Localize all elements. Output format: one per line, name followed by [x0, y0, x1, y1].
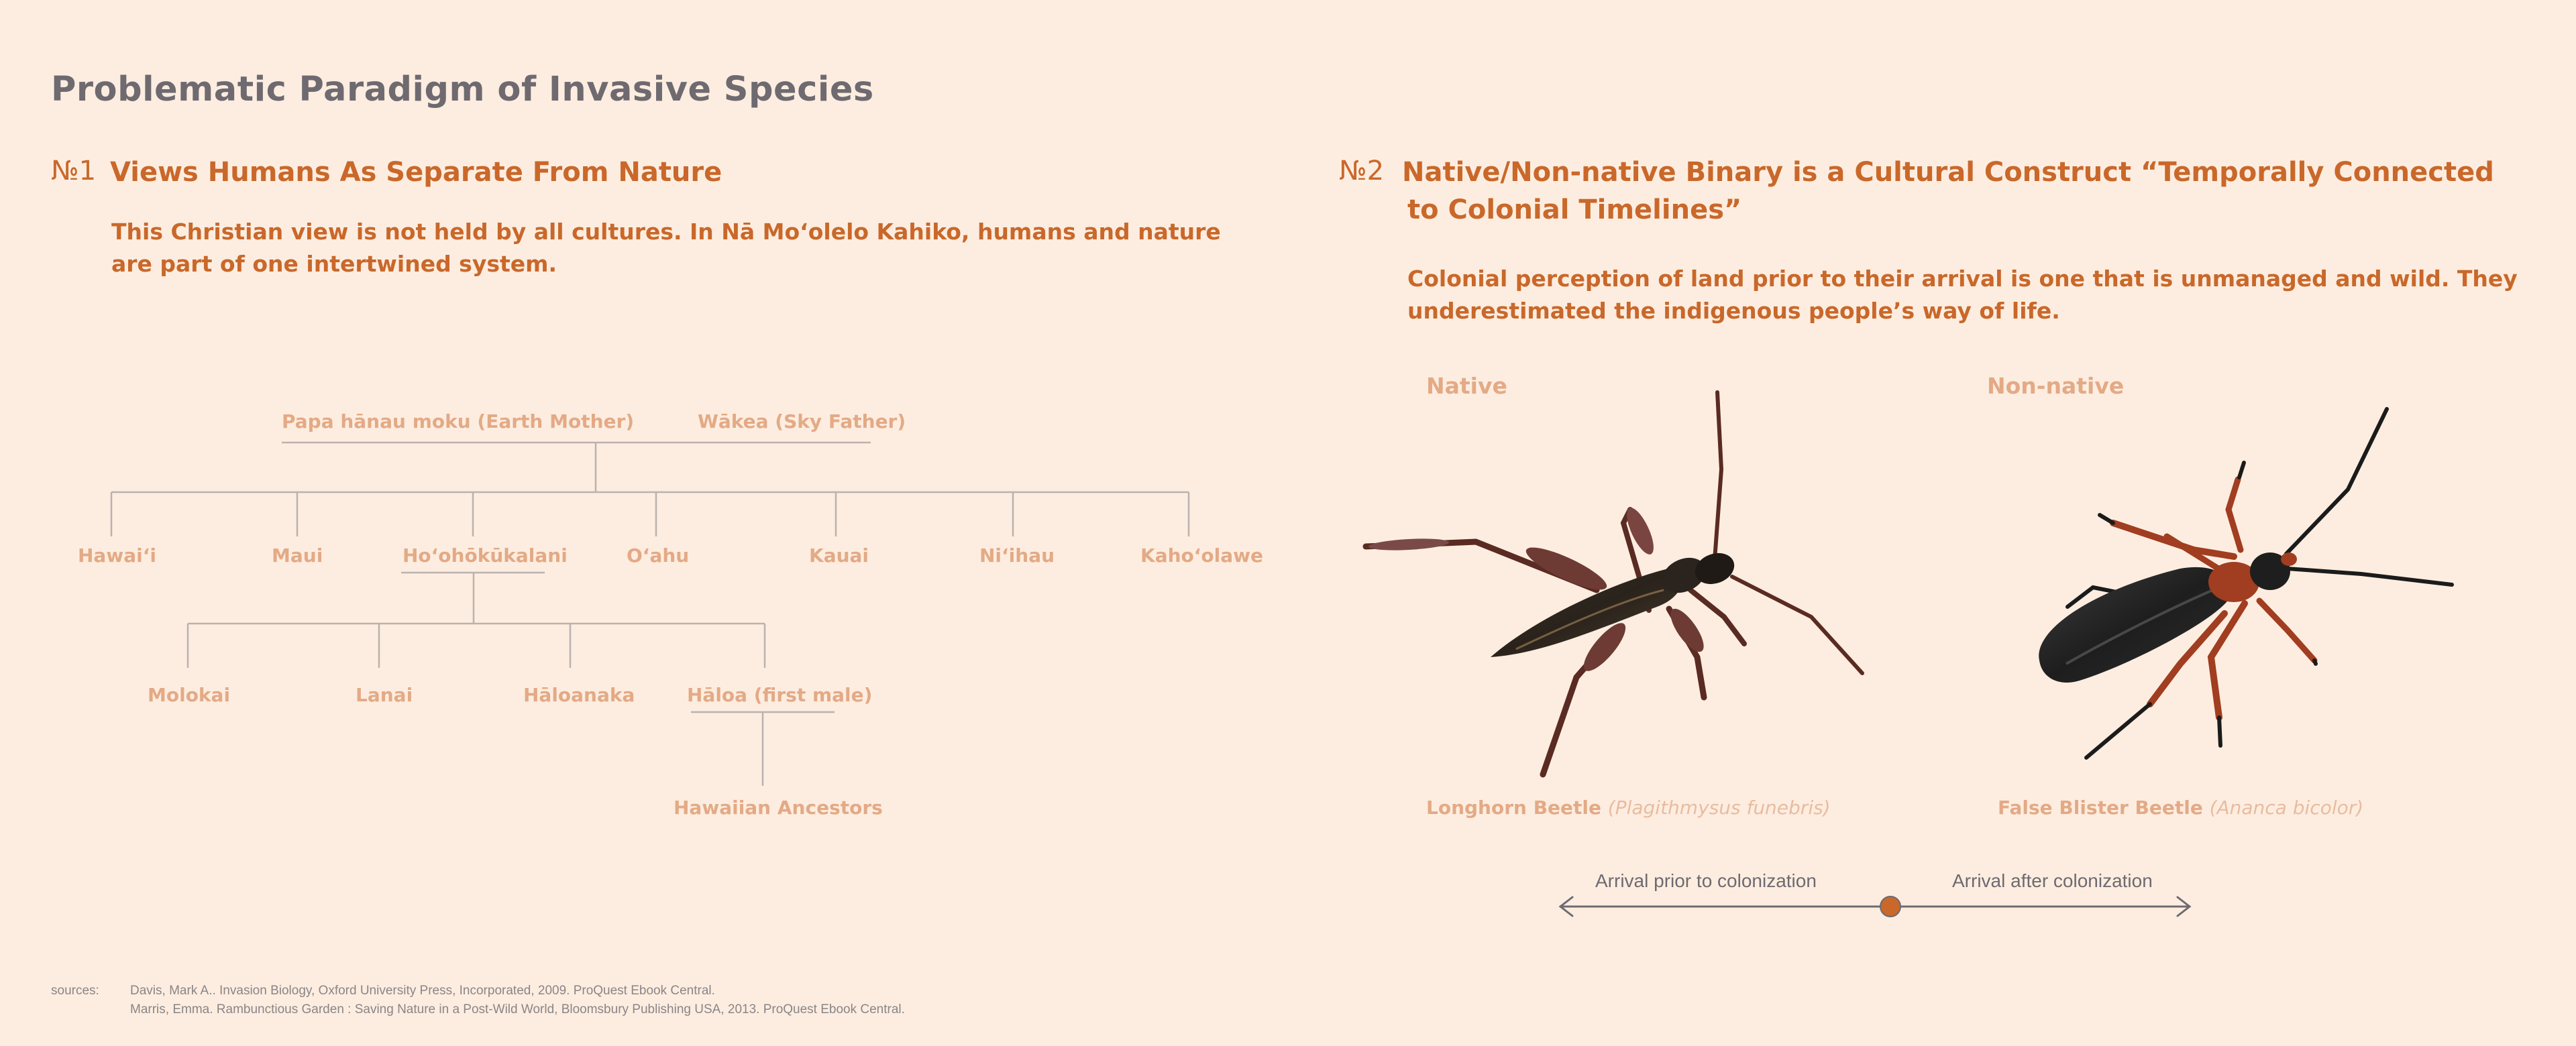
- tree-parent-earth-mother: Papa hānau moku (Earth Mother): [282, 410, 635, 432]
- tree-child-niihau: Niʻihau: [979, 544, 1055, 567]
- section-1-heading: Views Humans As Separate From Nature: [110, 157, 722, 188]
- sources-label: sources:: [51, 984, 99, 998]
- timeline-colonization-marker: [1880, 896, 1900, 917]
- page-title: Problematic Paradigm of Invasive Species: [51, 70, 874, 109]
- tree-child-kauai: Kauai: [809, 544, 869, 567]
- tree-grandchild-lanai: Lanai: [356, 684, 413, 706]
- section-1-body-line-2: are part of one intertwined system.: [111, 251, 557, 277]
- tree-child-oahu: Oʻahu: [627, 544, 690, 567]
- nonnative-label: Non-native: [1987, 373, 2125, 399]
- tree-child-kahoolawe: Kahoʻolawe: [1140, 544, 1263, 567]
- nonnative-beetle-scientific-name: (Ananca bicolor): [2209, 797, 2364, 819]
- tree-child-maui: Maui: [272, 544, 323, 567]
- tree-grandchild-haloa: Hāloa (first male): [687, 684, 873, 706]
- nonnative-beetle-common-name: False Blister Beetle: [1998, 797, 2203, 819]
- native-beetle-common-name: Longhorn Beetle: [1426, 797, 1602, 819]
- section-2-number: №2: [1339, 156, 1385, 186]
- native-beetle-scientific-name: (Plagithmysus funebris): [1607, 797, 1831, 819]
- section-1-number: №1: [51, 156, 97, 186]
- timeline-right-label: Arrival after colonization: [1952, 870, 2153, 891]
- section-1-body-line-1: This Christian view is not held by all cultures. In Nā Moʻolelo Kahiko, humans and nature: [111, 219, 1221, 245]
- source-1: Davis, Mark A.. Invasion Biology, Oxford University Press, Incorporated, 2009. ProQuest Ebook Central.: [130, 984, 715, 998]
- tree-descendant-hawaiian-ancestors: Hawaiian Ancestors: [674, 797, 883, 819]
- tree-grandchild-molokai: Molokai: [148, 684, 231, 706]
- native-label: Native: [1426, 373, 1507, 399]
- section-2-heading-line-2: to Colonial Timelines”: [1407, 194, 1742, 225]
- tree-parent-sky-father: Wākea (Sky Father): [698, 410, 906, 432]
- section-2-body-line-2: underestimated the indigenous people’s way of life.: [1407, 298, 2060, 324]
- section-2-body-line-1: Colonial perception of land prior to their arrival is one that is unmanaged and wild. They: [1407, 266, 2518, 292]
- tree-child-hoohokukalani: Hoʻohōkūkalani: [402, 544, 568, 567]
- section-2-heading-line-1: Native/Non-native Binary is a Cultural Construct “Temporally Connected: [1402, 157, 2494, 188]
- tree-child-hawaii: Hawaiʻi: [78, 544, 156, 567]
- tree-grandchild-haloanaka: Hāloanaka: [523, 684, 635, 706]
- source-2: Marris, Emma. Rambunctious Garden : Saving Nature in a Post-Wild World, Bloomsbury Publishing USA, 2013. ProQuest Ebook Central.: [130, 1002, 905, 1016]
- timeline-left-label: Arrival prior to colonization: [1595, 870, 1817, 891]
